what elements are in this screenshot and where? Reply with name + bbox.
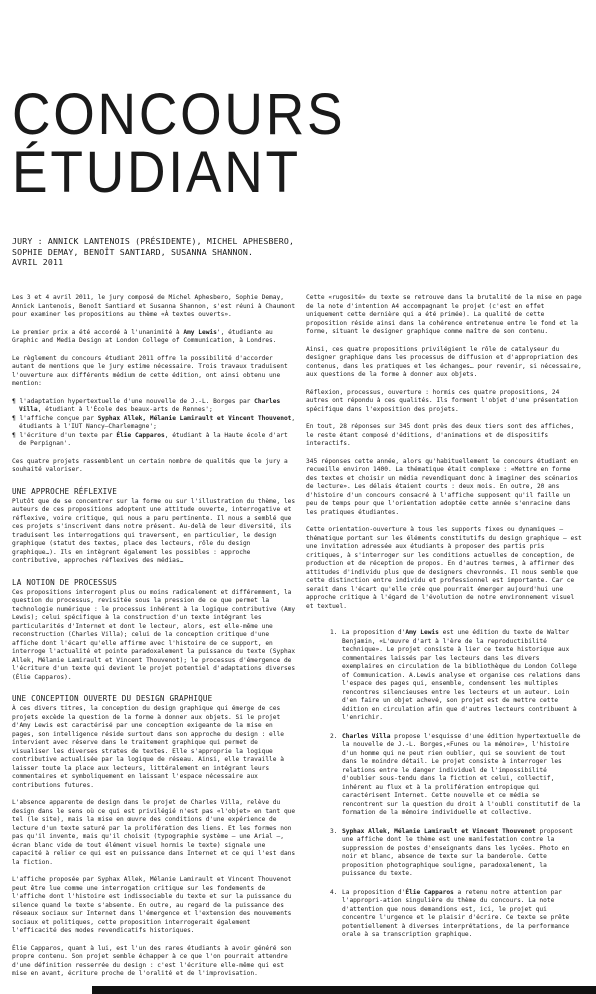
- body-paragraph: Ces propositions interrogent plus ou moins radicalement et différemment, la question du processus, revisitée sous la pression de ce que permet la technologie numérique : le processus inhérent à la logique contributive (Amy Lewis); celui spécifique à la construction d'un texte intégrant les particularités d'Internet et dont le lecteur, alors, est elle-même une reconstruction (Charles Villa); celui de la conception critique d'une affiche dont l'écart qu'elle affirme avec l'histoire de ce support, en interroge l'actualité et pointe paradoxalement la puissance du texte (Syphax Allek, Mélanie Lamirault et Vincent Thouvenot); le processus d'émergence de l'écriture d'un texte qui devient le projet potentiel d'adaptations diverses (Élie Capparos).: [12, 588, 296, 681]
- body-paragraph: Réflexion, processus, ouverture : hormis ces quatre propositions, 24 autres ont répondu à ces qualités. Ils forment l'objet d'une présentation spécifique dans l'exposition des projets.: [306, 388, 578, 413]
- jury-date: AVRIL 2011: [12, 257, 64, 267]
- title-line-2: ÉTUDIANT: [12, 140, 301, 205]
- jury-block: [12, 236, 572, 268]
- qualities-paragraph: Ces quatre projets rassemblent un certain nombre de qualités que le jury a souhaité valoriser.: [12, 457, 288, 473]
- section-heading: UNE CONCEPTION OUVERTE DU DESIGN GRAPHIQUE: [12, 694, 213, 703]
- mention-item: ¶ l'affiche conçue par Syphax Allek, Mélanie Lamirault et Vincent Thouvenot, étudiants à l'IUT Nancy–Charlemagne';: [12, 414, 296, 430]
- body-paragraph: Ainsi, ces quatre propositions privilégient le rôle de catalyseur du designer graphique dans les processus de diffusion et d'appropriation des contenus, dans les pratiques et les échanges… pour revenir, si nécessaire, aux questions de la forme à donner aux objets.: [306, 345, 582, 378]
- body-paragraph: Plutôt que de se concentrer sur la forme ou sur l'illustration du thème, les auteurs de ces propositions adoptent une attitude ouverte, interrogative et réflexive, voire critique, qui nous a paru pertinente. Il nous a semblé que ces projets s'inscrivent dans notre présent. Au-delà de leur diversité, ils traduisent les interrogations qui traversent, en particulier, le design graphique (statut des textes, place des lecteurs, rôle du design graphique…). Ils en intègrent également les possibles : approche contributive, approches réflexives des médias…: [12, 497, 296, 564]
- left-column: [12, 294, 296, 988]
- note-item: 1. La proposition d'Amy Lewis est une édition du texte de Walter Benjamin, «L'œuvre d'art à l'ère de la reproductibilité technique». Le projet consiste à lier ce texte historique aux commentaires laissés par les lecteurs dans les divers exemplaires en circulation de la bibliothèque du London College of Communication. A.Lewis analyse et organise ces relations dans l'espace des pages qui, ensemble, condensent les multiples rencontres silencieuses entre les lecteurs et un auteur. Loin d'en faire un objet achevé, son projet est de mettre cette édition en circulation afin que d'autres lecteurs contribuent à l'enrichir.: [330, 629, 581, 721]
- body-paragraph: En tout, 28 réponses sur 345 dont près des deux tiers sont des affiches, le reste étant composé d'éditions, d'animations et de dispositifs interactifs.: [306, 423, 575, 447]
- section-heading: LA NOTION DE PROCESSUS: [12, 577, 117, 587]
- note-item: 2. Charles Villa propose l'esquisse d'une édition hypertextuelle de la nouvelle de J.-L. Borges,«Funes ou la mémoire», l'histoire d'un homme qui ne peut rien oublier, qui se souvient de tout dans le moindre détail. Le projet consiste à interroger les relations entre le danger individuel de l'impossibilité d'oublier sous-tendu dans la fiction et celui, collectif, inhérent au flux et à la prolifération entropique qui caractérisent Internet. Cette nouvelle et ce média se rencontrent sur la question du droit à l'oubli constitutif de la formation de la mémoire individuelle et collective.: [330, 732, 581, 816]
- page-title: [12, 82, 346, 205]
- mention-item: ¶ l'adaptation hypertextuelle d'une nouvelle de J.-L. Borges par Charles Villa, étudiant à l'École des beaux-arts de Rennes';: [12, 397, 281, 413]
- jury-line-1: JURY : ANNICK LANTENOIS (PRÉSIDENTE), MICHEL APHESBERO,: [12, 236, 295, 246]
- jury-line-2: SOPHIE DEMAY, BENOÎT SANTIARD, SUSANNA SHANNON.: [12, 246, 254, 257]
- note-number: 3.: [330, 827, 338, 835]
- mentions-paragraph: Le règlement du concours étudiant 2011 offre la possibilité d'accorder autant de mentions que le jury estime nécessaire. Trois travaux traduisent l'ouverture aux différents médium de cette édition, ont ainsi obtenu une mention:: [12, 354, 288, 387]
- note-number: 2.: [330, 732, 338, 740]
- body-paragraph: Élie Capparos, quant à lui, est l'un des rares étudiants à avoir généré son propre contenu. Son projet semble échapper à ce que l'on pourrait attendre d'une définition resserrée du design : c'est l'écriture elle-même qui est mise en avant, écriture proche de l'oralité et de l'improvisation.: [12, 944, 292, 977]
- notes-list: [330, 629, 582, 940]
- body-paragraph: 345 réponses cette année, alors qu'habituellement le concours étudiant en recueille environ 1400. La thématique était complexe : «Mettre en forme des textes et choisir un média revendiquant donc à imaginer des scénarios de lecture». Les délais étaient courts : deux mois. En outre, 20 ans d'histoire d'un concours consacré à l'affiche supposent qu'il faille un peu de temps pour que l'orientation adoptée cette année s'enracine dans les pratiques étudiantes.: [306, 457, 578, 516]
- note-item: 3. Syphax Allek, Mélanie Lamirault et Vincent Thouvenot proposent une affiche dont le thème est une manifestation contre la suppression de postes d'enseignants dans les lycées. Photo en noir et blanc, absence de texte sur la banderole. Cette proposition photographique souligne, paradoxalement, la puissance du texte.: [330, 827, 573, 877]
- title-line-1: CONCOURS: [12, 82, 346, 147]
- note-number: 4.: [330, 888, 338, 896]
- intro-paragraph: Les 3 et 4 avril 2011, le jury composé de Michel Aphesbero, Sophie Demay, Annick Lantenois, Benoît Santiard et Susanna Shannon, s'est réuni à Chaumont pour examiner les propositions au thème «À textes ouverts».: [12, 294, 296, 318]
- body-paragraph: L'absence apparente de design dans le projet de Charles Villa, relève du design dans le sens où ce qui est privilégié n'est pas «l'objet» en tant que tel (le site), mais la mise en œuvre des conditions d'une expérience de lecture d'un texte saturé par la prolifération des liens. Et les formes non pas qu'il invente, mais qu'il choisit (typographie système — une Arial —, écran blanc vide de tout élément visuel hormis le texte) signale une capacité à relier ce qui est en puissance dans Internet et ce qui l'est dans la fiction.: [12, 799, 296, 866]
- body-paragraph: Cette orientation-ouverture à tous les supports fixes ou dynamiques — thématique portant sur les éléments constitutifs du design graphique — est une invitation adressée aux étudiants à proposer des partis pris critiques, à s'interroger sur les conditions actuelles de conception, de production et de réception de propos. En d'autres termes, à affirmer des attitudes d'individu plus que de designers chevronnés. Il nous semble que cette distinction entre individu et professionnel est importante. Car ce serait dans l'écart qu'elle crée que pourrait émerger aujourd'hui une approche critique à l'égard de l'évolution de notre environnement visuel et textuel.: [306, 526, 582, 610]
- winner-name: Amy Lewis: [183, 328, 217, 336]
- body-paragraph: Cette «rugosité» du texte se retrouve dans la brutalité de la mise en page de la note d'intention A4 accompagnant le projet (c'est en effet uniquement cette dernière qui a été primée). La qualité de cette proposition réside ainsi dans la cohérence entretenue entre le fond et la forme, situant le designer graphique comme maître de son contenu.: [306, 294, 582, 335]
- mention-item: ¶ l'écriture d'un texte par Élie Capparos, étudiant à la Haute école d'art de Perpignan'.: [12, 431, 288, 447]
- body-paragraph: L'affiche proposée par Syphax Allek, Mélanie Lamirault et Vincent Thouvenot peut être lue comme une interrogation critique sur les fondements de l'affiche dont l'histoire est indissociable du texte et sur la puissance du silence quand le texte s'absente. En outre, au regard de la puissance des réseaux sociaux sur Internet dans l'émergence et l'extension des mouvements sociaux et politiques, cette proposition interrogerait également l'efficacité des modes revendicatifs historiques.: [12, 876, 292, 934]
- note-item: 4. La proposition d'Élie Capparos a retenu notre attention par l'appropri-ation singulière du thème du concours. La note d'attention que nous demandions est, ici, le projet qui concentre l'urgence et le plaisir d'écrire. Ce texte se prête potentiellement à diverses interprétations, de la performance orale à sa transcription graphique.: [330, 888, 570, 938]
- first-prize-paragraph: Le premier prix a été accordé à l'unanimité à Amy Lewis', étudiante au Graphic and Media Design at London College of Communication, à Londres.: [12, 328, 277, 344]
- note-number: 1.: [330, 629, 338, 636]
- footer-bar: [92, 986, 596, 994]
- section-heading: UNE APPROCHE RÉFLEXIVE: [12, 486, 117, 496]
- right-column: [306, 294, 582, 950]
- body-paragraph: À ces divers titres, la conception du design graphique qui émerge de ces projets excède la question de la forme à donner aux objets. Si le projet d'Amy Lewis est caractérisé par une conception exigeante de la mise en pages, son intelligence réside surtout dans son approche du design : elle intervient avec réserve dans le traitement graphique qui permet de visualiser les diverses strates de textes. Elle s'approprie la logique contributive actualisée par la logique de réseau. Ainsi, elle travaille à laisser toute la place aux lecteurs, littéralement en intégrant leurs commentaires et symboliquement en laissant l'espace nécessaire aux contributions futures.: [12, 705, 284, 789]
- mentions-list: [12, 398, 296, 449]
